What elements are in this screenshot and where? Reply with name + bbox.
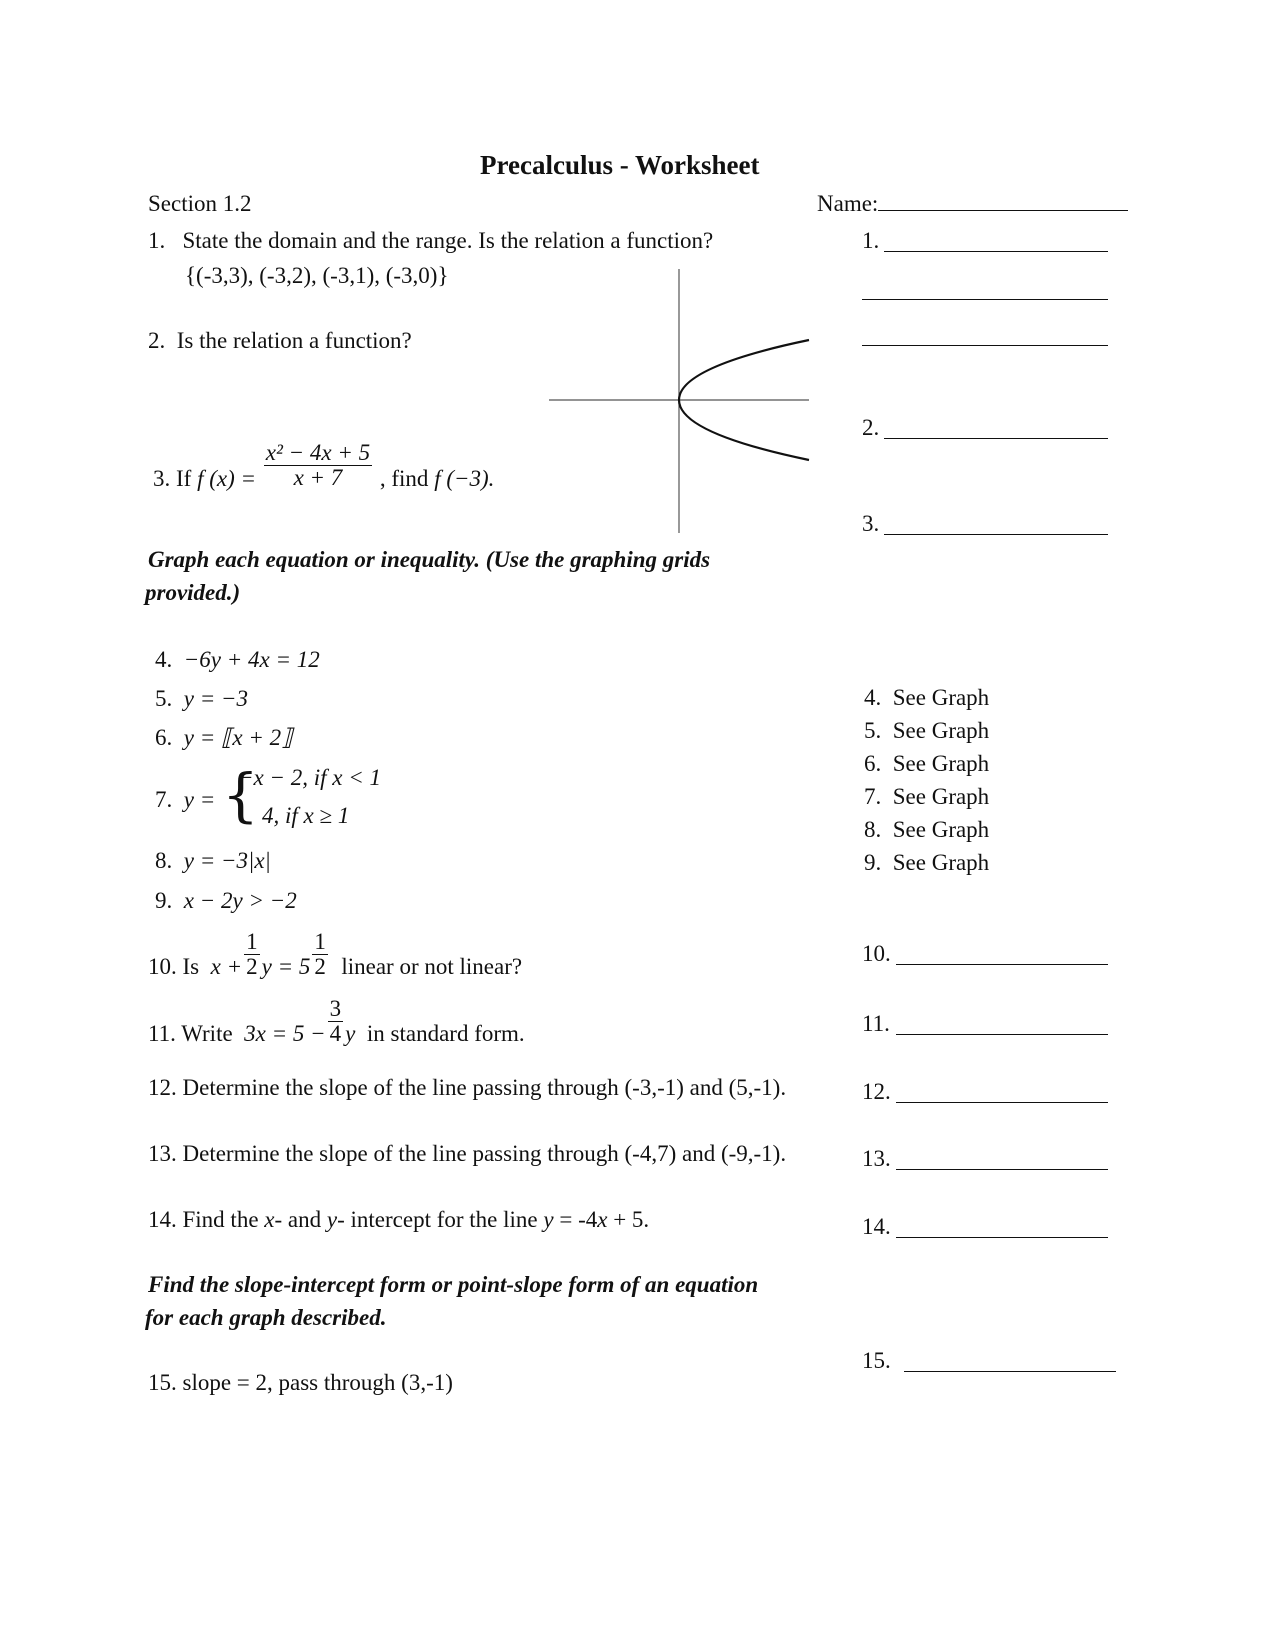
answer-9-number: 9. — [864, 850, 882, 875]
question-9-equation: x − 2y > −2 — [183, 888, 297, 913]
question-10-suffix: linear or not linear? — [341, 954, 523, 979]
answer-4-number: 4. — [864, 685, 882, 710]
answer-6-text: See Graph — [892, 751, 990, 776]
question-7-case-1: −x − 2, if x < 1 — [238, 765, 382, 790]
answer-2-blank[interactable] — [884, 438, 1108, 439]
question-1-text: State the domain and the range. Is the relation a function? — [182, 228, 714, 253]
question-11-y: y — [345, 1021, 356, 1046]
answer-11-label: 11. — [862, 1011, 890, 1036]
answer-13-label: 13. — [862, 1146, 891, 1171]
answer-12-label: 12. — [862, 1079, 891, 1104]
question-11 — [148, 996, 525, 1047]
question-11-equation: 3x = 5 − — [244, 1021, 326, 1046]
answer-6-number: 6. — [864, 751, 882, 776]
answer-14-label: 14. — [862, 1214, 891, 1239]
question-1-set: {(-3,3), (-3,2), (-3,1), (-3,0)} — [185, 263, 449, 288]
question-4-equation: −6y + 4x = 12 — [183, 647, 320, 672]
question-3-prefix: 3. If — [153, 466, 192, 491]
answer-12-blank[interactable] — [896, 1102, 1108, 1103]
question-10-middle: y = 5 — [261, 954, 311, 979]
answer-8-number: 8. — [864, 817, 882, 842]
instructions-graph-line2: provided.) — [145, 580, 241, 605]
question-5-equation: y = −3 — [183, 686, 248, 711]
answer-1-label: 1. — [862, 228, 880, 253]
answer-7 — [864, 785, 989, 808]
answer-7-text: See Graph — [892, 784, 990, 809]
answer-8-text: See Graph — [892, 817, 990, 842]
answer-11-blank[interactable] — [896, 1034, 1108, 1035]
answer-4 — [864, 686, 989, 709]
name-blank[interactable] — [878, 209, 1128, 211]
question-14-eq-x: x — [597, 1207, 608, 1232]
answer-14-blank[interactable] — [896, 1237, 1108, 1238]
question-2 — [148, 329, 412, 352]
question-14-eq-intercept: + 5. — [613, 1207, 650, 1232]
question-9 — [155, 889, 297, 912]
question-1 — [148, 229, 713, 252]
question-4-number: 4. — [155, 647, 173, 672]
question-10-fraction-1-den: 2 — [246, 954, 258, 980]
answer-10-label: 10. — [862, 941, 891, 966]
answer-4-text: See Graph — [892, 685, 990, 710]
answer-2-label: 2. — [862, 415, 880, 440]
answer-3-blank[interactable] — [884, 534, 1108, 535]
answer-9 — [864, 851, 989, 874]
answer-7-number: 7. — [864, 784, 882, 809]
answer-1-blank-3[interactable] — [862, 345, 1108, 346]
page-title: Precalculus - Worksheet — [480, 150, 760, 180]
question-7-number: 7. — [155, 787, 173, 812]
question-6 — [155, 726, 292, 749]
question-12: 12. Determine the slope of the line passing through (-3,-1) and (5,-1). — [148, 1075, 787, 1100]
question-14-and: and — [287, 1207, 322, 1232]
question-14-eq-slope: = -4 — [559, 1207, 598, 1232]
instructions-slope-line2: for each graph described. — [145, 1305, 387, 1330]
answer-5-text: See Graph — [892, 718, 990, 743]
question-10-prefix: 10. Is — [148, 954, 200, 979]
question-7-lhs: y = — [183, 787, 216, 812]
name-field[interactable] — [817, 192, 1128, 215]
question-10-x-term: x + — [210, 954, 243, 979]
answer-5-number: 5. — [864, 718, 882, 743]
answer-1-blank-2[interactable] — [862, 299, 1108, 300]
question-10-fraction-1 — [244, 930, 260, 979]
answer-3-label: 3. — [862, 511, 880, 536]
question-6-number: 6. — [155, 725, 173, 750]
question-5 — [155, 687, 248, 710]
question-8-number: 8. — [155, 848, 173, 873]
question-10-fraction-1-num: 1 — [246, 929, 258, 955]
question-3-function: f (x) = — [197, 466, 257, 491]
answer-9-text: See Graph — [892, 850, 990, 875]
instructions-graph-line1: Graph each equation or inequality. (Use the graphing grids — [148, 547, 711, 572]
question-10 — [148, 929, 523, 980]
answer-15-blank[interactable] — [904, 1371, 1116, 1372]
question-15: 15. slope = 2, pass through (3,-1) — [148, 1370, 453, 1395]
question-8 — [155, 849, 271, 872]
question-13: 13. Determine the slope of the line passing through (-4,7) and (-9,-1). — [148, 1141, 787, 1166]
question-11-prefix: 11. Write — [148, 1021, 233, 1046]
relation-graph — [545, 265, 815, 535]
question-4 — [155, 648, 320, 671]
answer-10-blank[interactable] — [896, 964, 1108, 965]
question-3-fraction — [264, 441, 372, 490]
question-9-number: 9. — [155, 888, 173, 913]
question-5-number: 5. — [155, 686, 173, 711]
question-3 — [153, 440, 495, 491]
question-14-x: x- — [264, 1207, 283, 1232]
question-10-fraction-2 — [312, 930, 328, 979]
question-10-fraction-2-num: 1 — [314, 929, 326, 955]
question-14-y: y- — [326, 1207, 345, 1232]
instructions-slope-line1: Find the slope-intercept form or point-slope form of an equation — [148, 1272, 759, 1297]
question-7-brace: { — [222, 761, 259, 829]
question-7-case-2: 4, if x ≥ 1 — [262, 803, 350, 828]
answer-5 — [864, 719, 989, 742]
question-1-number: 1. — [148, 228, 166, 253]
question-10-fraction-2-den: 2 — [314, 954, 326, 980]
question-7-label — [155, 788, 215, 811]
question-2-number: 2. — [148, 328, 166, 353]
question-3-suffix: , find — [379, 466, 429, 491]
answer-1-blank[interactable] — [884, 251, 1108, 252]
question-14-eq-y: y — [543, 1207, 554, 1232]
question-11-fraction-num: 3 — [329, 996, 342, 1022]
answer-13-blank[interactable] — [896, 1169, 1108, 1170]
answer-15-label: 15. — [862, 1348, 891, 1373]
question-14 — [148, 1208, 649, 1231]
name-label: Name: — [817, 191, 879, 216]
question-14-text: intercept for the line — [350, 1207, 538, 1232]
question-6-equation: y = ⟦x + 2⟧ — [183, 725, 293, 750]
answer-8 — [864, 818, 989, 841]
question-11-fraction-den: 4 — [329, 1021, 342, 1047]
question-8-equation: y = −3|x| — [183, 848, 271, 873]
question-3-find: f (−3). — [434, 466, 495, 491]
answer-6 — [864, 752, 989, 775]
question-3-denominator: x + 7 — [293, 465, 343, 491]
question-2-text: Is the relation a function? — [176, 328, 412, 353]
section-label: Section 1.2 — [148, 191, 252, 216]
question-11-fraction — [328, 997, 344, 1046]
question-14-part: 14. Find the — [148, 1207, 259, 1232]
question-11-suffix: in standard form. — [366, 1021, 525, 1046]
question-3-numerator: x² − 4x + 5 — [265, 440, 371, 466]
